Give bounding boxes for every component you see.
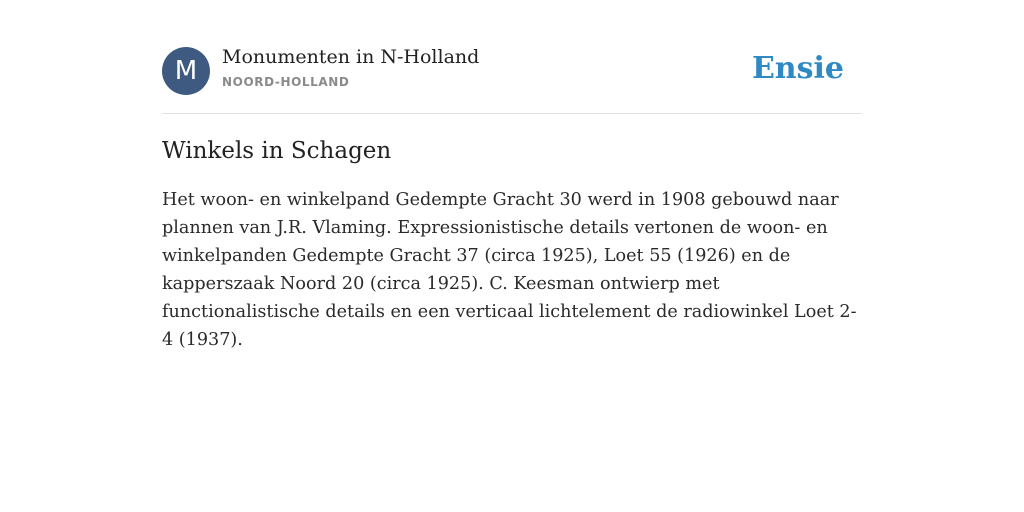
article-card	[162, 46, 862, 354]
source-name[interactable]: Monumenten in N-Holland	[222, 46, 480, 68]
source-avatar[interactable]: M	[162, 47, 210, 95]
source-subtitle: NOORD-HOLLAND	[222, 75, 350, 89]
ensie-logo[interactable]: Ensie	[751, 51, 844, 86]
source-header	[162, 46, 862, 114]
article-body: Het woon- en winkelpand Gedempte Gracht 30 werd in 1908 gebouwd naar plannen van J.R. Vlaming. Expressionistische details vertonen de woon- en winkelpanden Gedempte Gracht 37 (circa 1925), Loet 55 (1926) en de kapperszaak Noord 20 (circa 1925). C. Keesman ontwierp met functionalistische details en een verticaal lichtelement de radiowinkel Loet 2-4 (1937).	[162, 190, 857, 350]
article-title: Winkels in Schagen	[162, 138, 392, 164]
